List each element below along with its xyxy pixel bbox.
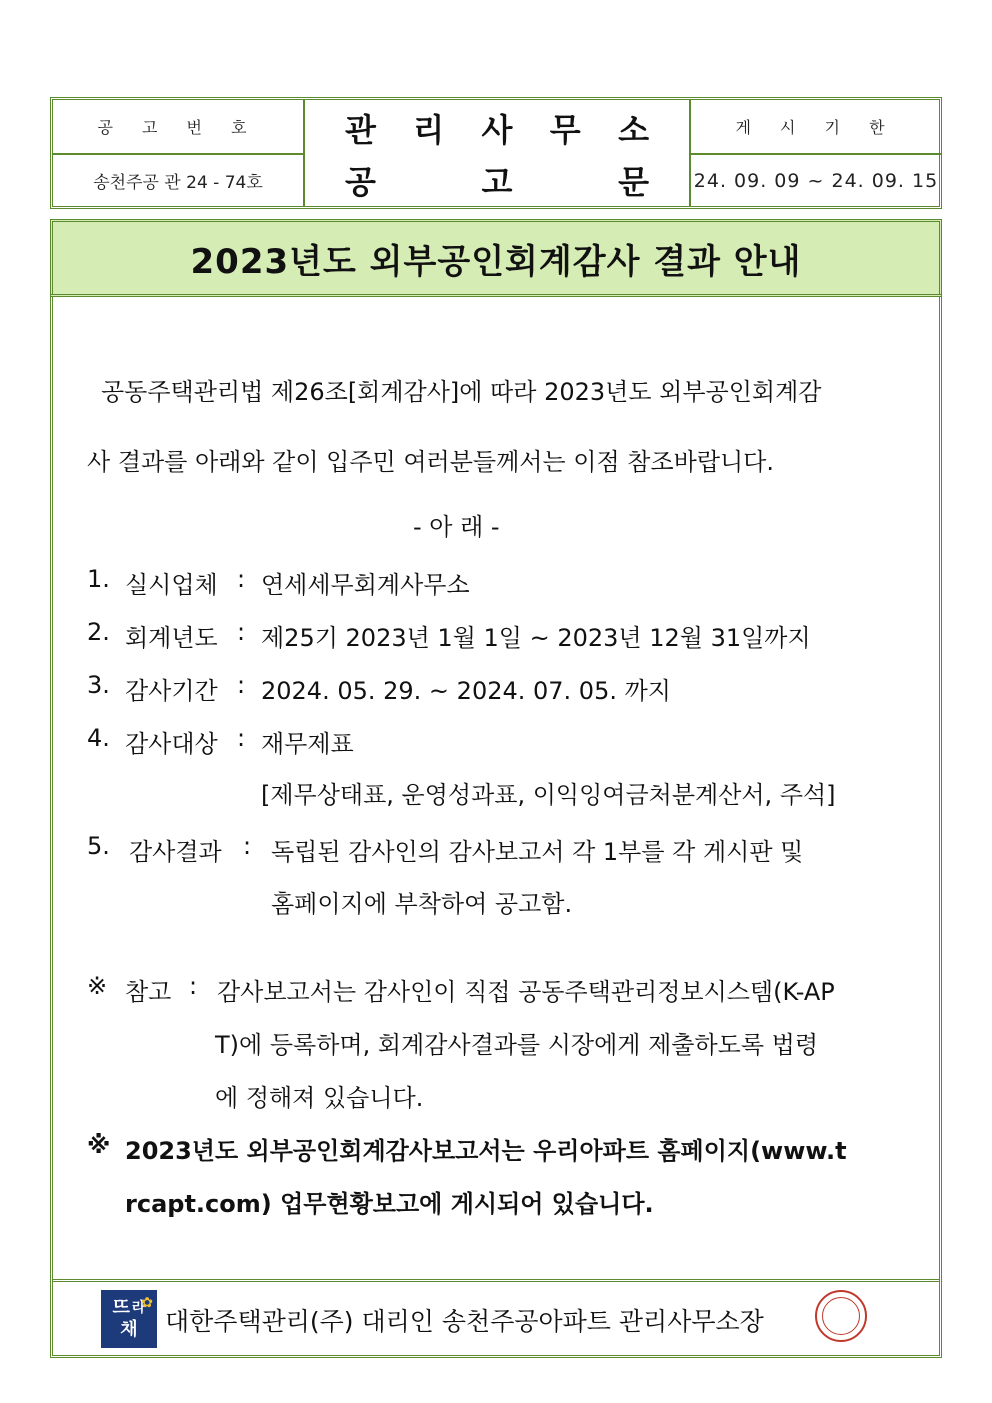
posting-period-value: 24. 09. 09 ~ 24. 09. 15 (693, 169, 939, 192)
office-title-line1 (305, 102, 689, 154)
seal-inner-ring (822, 1297, 860, 1335)
logo-char: 라 (131, 1300, 146, 1316)
office-char: 공 (345, 163, 376, 201)
item-1-value: 연세세무회계사무소 (261, 571, 470, 599)
notice-number-label-cell (53, 100, 303, 153)
intro-line-1: 공동주택관리법 제26조[회계감사]에 따라 2023년도 외부공인회계감 (101, 378, 822, 406)
item-3-value: 2024. 05. 29. ~ 2024. 07. 05. 까지 (261, 677, 671, 705)
posting-period-label-cell (691, 100, 941, 153)
notice-number-label: 공 고 번 호 (97, 118, 259, 137)
item-2-value: 제25기 2023년 1월 1일 ~ 2023년 12월 31일까지 (261, 624, 811, 652)
notice-number-value-cell (53, 155, 303, 206)
note-mark: ※ (87, 972, 108, 1000)
posting-period-value-cell (691, 155, 941, 206)
office-char: 무 (549, 111, 581, 149)
item-4-label: 감사대상 (125, 730, 218, 758)
below-heading: - 아 래 - (413, 513, 500, 541)
item-4-colon: : (237, 724, 246, 752)
notice-body (50, 294, 942, 1358)
item-5-value: 독립된 감사인의 감사보고서 각 1부를 각 게시판 및 (271, 838, 804, 866)
item-2-number: 2. (87, 618, 110, 646)
footer-signature: 대한주택관리(주) 대리인 송천주공아파트 관리사무소장 (165, 1307, 764, 1336)
note-line-1: 감사보고서는 감사인이 직접 공동주택관리정보시스템(K-AP (217, 978, 835, 1006)
note-line-2: T)에 등록하며, 회계감사결과를 시장에게 제출하도록 법령 (215, 1031, 819, 1059)
logo-char: 채 (120, 1319, 138, 1340)
office-char: 사 (481, 111, 513, 149)
note-label: 참고 (125, 978, 172, 1006)
official-seal (815, 1290, 867, 1342)
office-char: 관 (345, 111, 376, 149)
item-3-colon: : (237, 671, 246, 699)
notice-number-value: 송천주공 관 24 - 74호 (93, 173, 263, 193)
posting-period-label: 게 시 기 한 (735, 118, 897, 137)
office-title-line2 (305, 154, 689, 206)
office-char: 고 (481, 163, 513, 201)
footer-divider (53, 1279, 939, 1282)
apartment-logo (101, 1290, 157, 1348)
bold-note-mark: ※ (87, 1131, 111, 1159)
bold-note-line-2: rcapt.com) 업무현황보고에 게시되어 있습니다. (125, 1190, 654, 1218)
note-colon: : (189, 972, 198, 1000)
notice-title: 2023년도 외부공인회계감사 결과 안내 (190, 241, 802, 282)
item-3-number: 3. (87, 671, 110, 699)
office-char: 소 (618, 111, 649, 149)
bold-note-line-1: 2023년도 외부공인회계감사보고서는 우리아파트 홈페이지(www.t (125, 1137, 847, 1165)
notice-header-table (50, 97, 942, 209)
item-5-number: 5. (87, 832, 110, 860)
item-5-label: 감사결과 (129, 838, 222, 866)
notice-title-box (50, 219, 942, 297)
flower-icon: ✿ (141, 1295, 153, 1311)
item-4-detail: [제무상태표, 운영성과표, 이익잉여금처분계산서, 주석] (261, 781, 836, 809)
office-char: 리 (413, 111, 445, 149)
item-3-label: 감사기간 (125, 677, 218, 705)
item-1-number: 1. (87, 565, 110, 593)
office-char: 문 (618, 163, 649, 201)
item-4-number: 4. (87, 724, 110, 752)
intro-line-2: 사 결과를 아래와 같이 입주민 여러분들께서는 이점 참조바랍니다. (87, 448, 774, 476)
item-1-label: 실시업체 (125, 571, 218, 599)
item-5-continuation: 홈페이지에 부착하여 공고함. (271, 890, 573, 918)
item-5-colon: : (243, 832, 252, 860)
item-2-label: 회계년도 (125, 624, 218, 652)
item-1-colon: : (237, 565, 246, 593)
item-2-colon: : (237, 618, 246, 646)
item-4-value: 재무제표 (261, 730, 354, 758)
note-line-3: 에 정해져 있습니다. (215, 1084, 424, 1112)
logo-char: 뜨 (112, 1297, 130, 1318)
